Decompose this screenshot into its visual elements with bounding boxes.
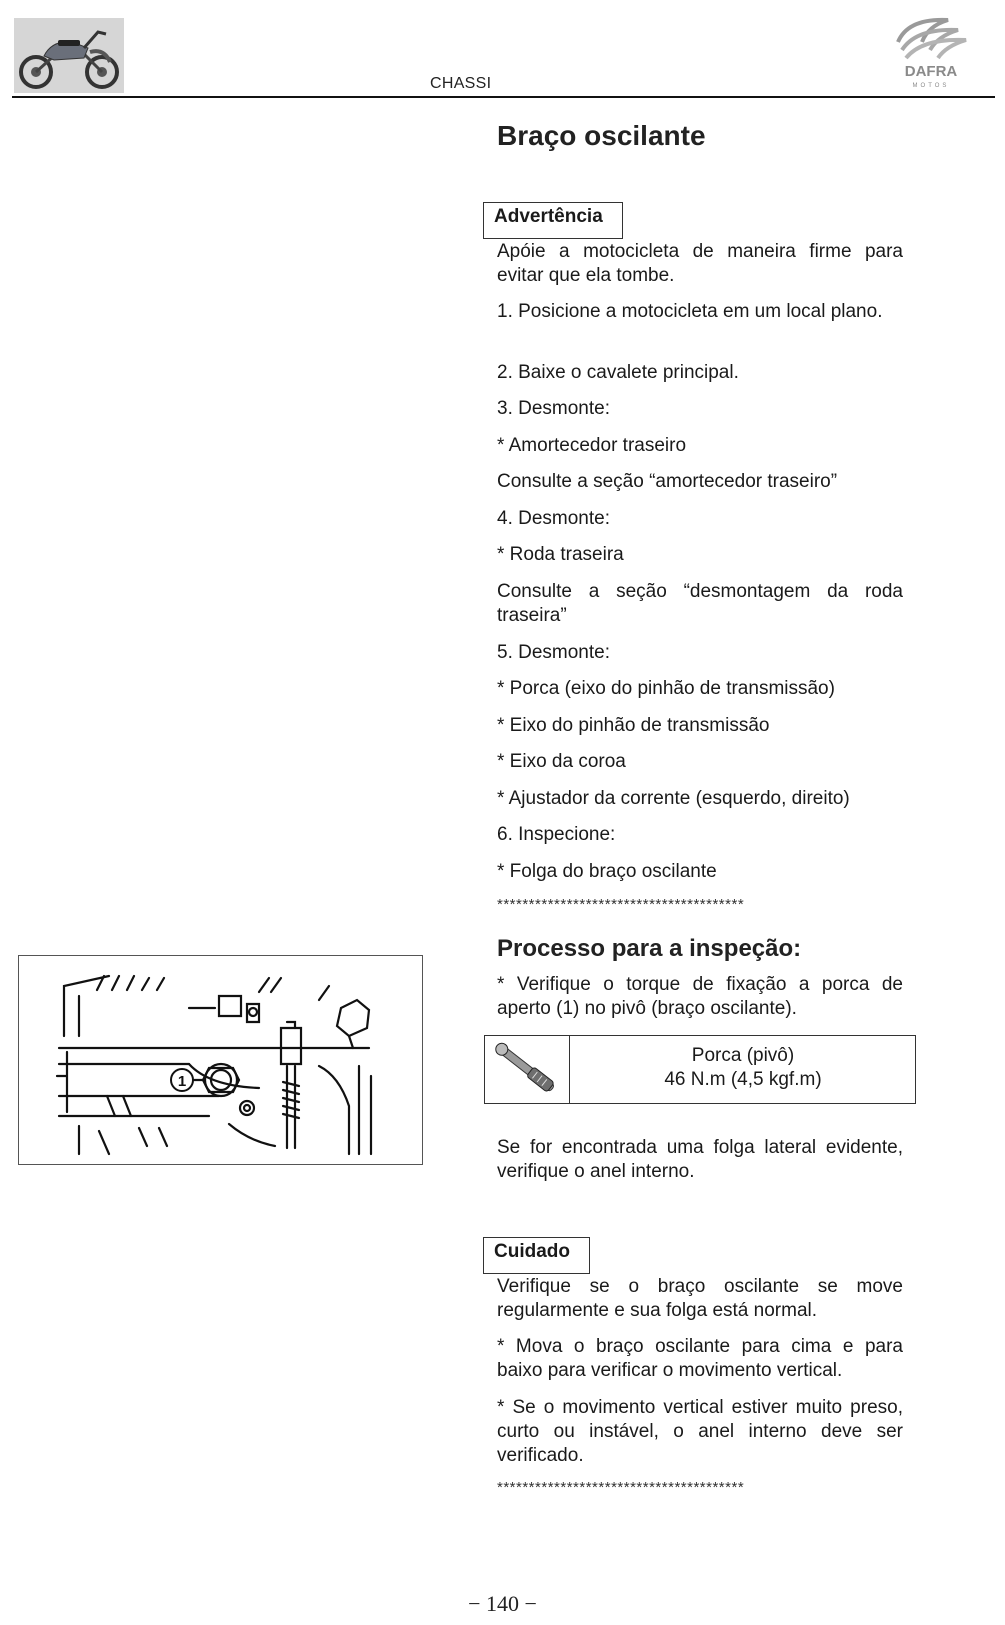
figure-callout: 1 [177,1073,187,1090]
inspection-text: * Verifique o torque de fixação a porca de aperto (1) no pivô (braço oscilante). [497,974,903,1019]
step-4: 4. Desmonte: [497,508,610,529]
dafra-logo [888,12,974,92]
step-5-item-3: * Eixo da coroa [497,751,626,772]
step-3-item: * Amortecedor traseiro [497,435,687,456]
step-4-reference: Consulte a seção “desmontagem da roda traseira” [497,581,903,626]
caution-label: Cuidado [483,1237,590,1274]
torque-wrench-icon [485,1036,570,1103]
warning-text: Apóie a motocicleta de maneira firme para evitar que ela tombe. [497,241,903,286]
warning-label: Advertência [483,202,623,239]
step-5-item-2: * Eixo do pinhão de transmissão [497,715,770,736]
step-5: 5. Desmonte: [497,642,610,663]
svg-text:MOTOS: MOTOS [912,83,950,89]
caution-paragraph-2: * Mova o braço oscilante para cima e para baixo para verificar o movimento vertical. [497,1336,903,1381]
page-number: − 140 − [468,1591,537,1616]
torque-value: 46 N.m (4,5 kgf.m) [664,1069,822,1090]
separator: *************************************** [497,896,745,913]
torque-label: Porca (pivô) [691,1045,795,1066]
step-6-item: * Folga do braço oscilante [497,861,717,882]
separator-bottom: *************************************** [497,1479,745,1496]
step-1: 1. Posicione a motocicleta em um local plano. [497,301,883,322]
torque-spec-table [484,1035,916,1104]
torque-spec [571,1044,915,1092]
motorcycle-icon [14,18,124,93]
header-divider [12,96,995,98]
swingarm-diagram [18,955,423,1165]
caution-paragraph-1: Verifique se o braço oscilante se move regularmente e sua folga está normal. [497,1276,903,1321]
step-5-item-1: * Porca (eixo do pinhão de transmissão) [497,678,835,699]
step-2: 2. Baixe o cavalete principal. [497,362,739,383]
caution-paragraph-3: * Se o movimento vertical estiver muito preso, curto ou instável, o anel interno deve ser verificado. [497,1397,903,1466]
svg-text:DAFRA: DAFRA [904,63,958,80]
step-4-item: * Roda traseira [497,544,624,565]
section-header: CHASSI [430,75,492,92]
step-3-reference: Consulte a seção “amortecedor traseiro” [497,471,838,492]
step-6: 6. Inspecione: [497,824,616,845]
inspection-note: Se for encontrada uma folga lateral evidente, verifique o anel interno. [497,1137,903,1182]
page-title: Braço oscilante [497,120,706,151]
inspection-title: Processo para a inspeção: [497,935,802,962]
page-header [0,0,1005,100]
step-5-item-4: * Ajustador da corrente (esquerdo, direito) [497,788,850,809]
step-3: 3. Desmonte: [497,398,610,419]
